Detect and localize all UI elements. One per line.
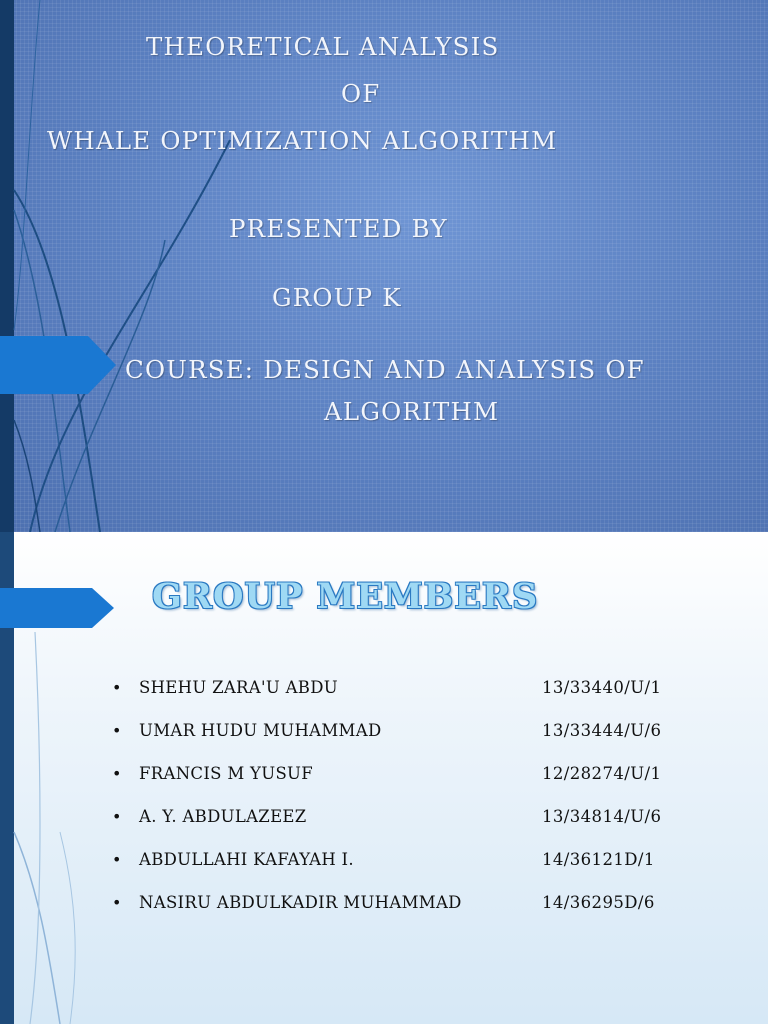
member-name: NASIRU ABDULKADIR MUHAMMAD	[139, 893, 462, 912]
list-item	[112, 721, 732, 764]
member-id: 13/33444/U/6	[542, 721, 662, 740]
members-list	[112, 678, 732, 936]
bullet-icon: •	[112, 807, 122, 826]
slide-arrow-marker	[0, 588, 120, 628]
list-item	[112, 807, 732, 850]
members-slide	[0, 532, 768, 1024]
presentation-title-line-2: OF	[341, 79, 381, 108]
member-id: 13/34814/U/6	[542, 807, 662, 826]
presented-by-label: PRESENTED BY	[229, 214, 448, 243]
member-name: UMAR HUDU MUHAMMAD	[139, 721, 382, 740]
list-item	[112, 893, 732, 936]
member-name: A. Y. ABDULAZEEZ	[139, 807, 307, 826]
member-id: 13/33440/U/1	[542, 678, 662, 697]
list-item	[112, 764, 732, 807]
bullet-icon: •	[112, 850, 122, 869]
member-id: 14/36295D/6	[542, 893, 655, 912]
group-members-heading: GROUP MEMBERS	[152, 576, 539, 617]
bullet-icon: •	[112, 764, 122, 783]
group-name: GROUP K	[272, 283, 402, 312]
presentation-title-line-3: WHALE OPTIMIZATION ALGORITHM	[47, 126, 558, 155]
slide-arrow-marker	[0, 336, 120, 394]
member-id: 14/36121D/1	[542, 850, 655, 869]
member-id: 12/28274/U/1	[542, 764, 662, 783]
course-line-1: COURSE: DESIGN AND ANALYSIS OF	[125, 355, 645, 384]
member-name: FRANCIS M YUSUF	[139, 764, 314, 783]
list-item	[112, 850, 732, 893]
bullet-icon: •	[112, 678, 122, 697]
presentation-title-line-1: THEORETICAL ANALYSIS	[146, 32, 500, 61]
list-item	[112, 678, 732, 721]
bullet-icon: •	[112, 893, 122, 912]
member-name: SHEHU ZARA'U ABDU	[139, 678, 338, 697]
course-line-2: ALGORITHM	[324, 397, 500, 426]
bullet-icon: •	[112, 721, 122, 740]
member-name: ABDULLAHI KAFAYAH I.	[139, 850, 354, 869]
